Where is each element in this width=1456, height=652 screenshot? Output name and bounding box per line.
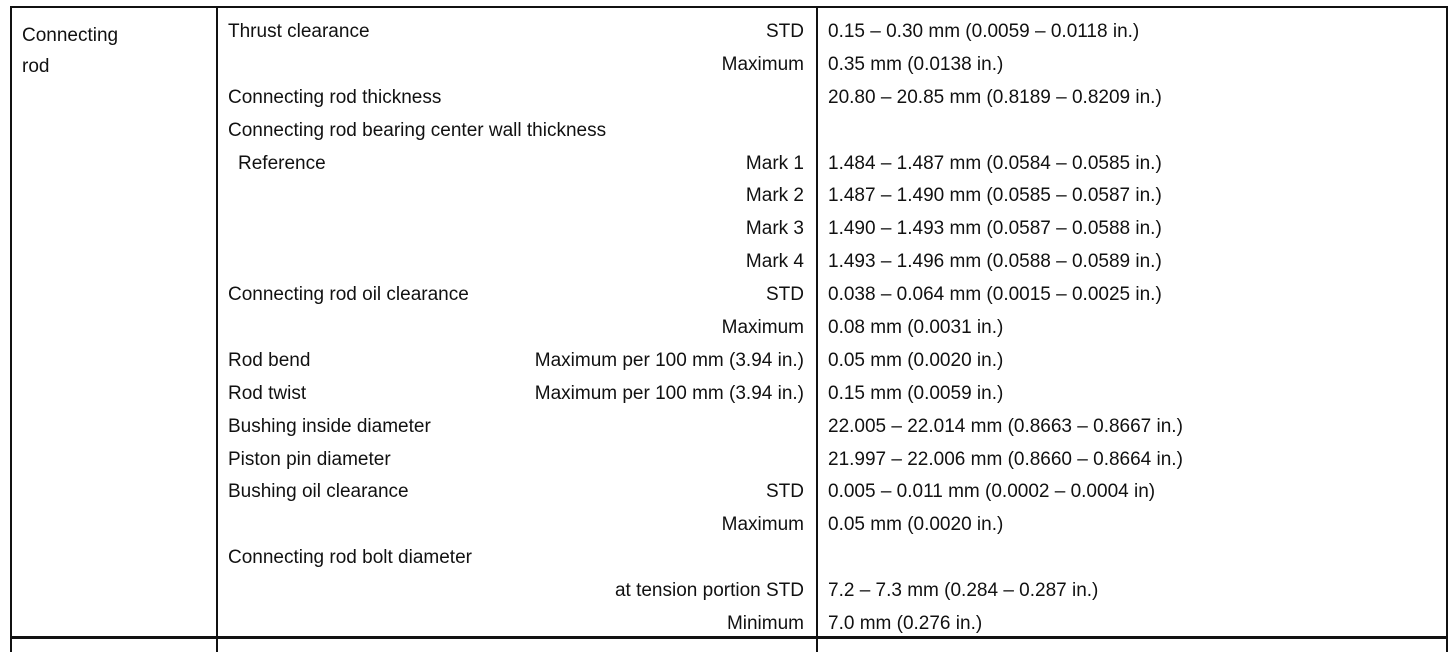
row-value: 0.05 mm (0.0020 in.) (828, 514, 1004, 536)
row-value: 0.005 – 0.011 mm (0.0002 – 0.0004 in) (828, 481, 1156, 503)
row-value: 0.15 – 0.30 mm (0.0059 – 0.0118 in.) (828, 21, 1140, 42)
row-label: Bushing inside diameter (228, 415, 431, 437)
table-row (218, 49, 1446, 82)
row-condition: Minimum (726, 613, 804, 635)
table-row (218, 312, 1446, 345)
table-row (218, 148, 1446, 181)
table-row (218, 180, 1446, 213)
row-value: 0.35 mm (0.0138 in.) (828, 53, 1004, 75)
row-label: Rod twist (228, 382, 307, 404)
row-label: Connecting rod bolt diameter (228, 547, 472, 569)
table-row (218, 345, 1446, 378)
table-row (218, 213, 1446, 246)
row-condition: STD (766, 481, 804, 503)
row-condition: Maximum per 100 mm (3.94 in.) (534, 382, 804, 404)
row-condition: Mark 4 (745, 251, 804, 273)
row-condition: Mark 3 (745, 218, 804, 240)
row-value: 7.2 – 7.3 mm (0.284 – 0.287 in.) (828, 580, 1099, 602)
table-row (218, 608, 1446, 641)
table-row (218, 411, 1446, 444)
spec-rows (218, 16, 1446, 641)
row-value: 0.15 mm (0.0059 in.) (828, 382, 1004, 404)
row-value: 20.80 – 20.85 mm (0.8189 – 0.8209 in.) (828, 86, 1162, 108)
table-row (218, 246, 1446, 279)
row-condition: Maximum (721, 514, 804, 536)
table-row (218, 575, 1446, 608)
row-label: Connecting rod oil clearance (228, 284, 469, 306)
row-value: 1.493 – 1.496 mm (0.0588 – 0.0589 in.) (828, 251, 1162, 273)
table-row (218, 509, 1446, 542)
table-top-border (10, 6, 1448, 8)
table-right-border (1446, 6, 1448, 652)
row-value: 1.487 – 1.490 mm (0.0585 – 0.0587 in.) (828, 185, 1162, 207)
row-condition: Maximum (721, 317, 804, 339)
row-condition: STD (766, 284, 804, 306)
row-condition: Maximum per 100 mm (3.94 in.) (534, 349, 804, 371)
row-label: Piston pin diameter (228, 448, 391, 470)
row-condition: Mark 1 (745, 152, 804, 174)
table-row (218, 16, 1446, 49)
table-row (218, 476, 1446, 509)
row-condition: Maximum (721, 53, 804, 75)
row-value: 0.05 mm (0.0020 in.) (828, 349, 1004, 371)
row-value: 0.038 – 0.064 mm (0.0015 – 0.0025 in.) (828, 284, 1162, 306)
section-title: Connecting rod (22, 25, 119, 77)
row-value: 7.0 mm (0.276 in.) (828, 613, 983, 635)
row-value: 0.08 mm (0.0031 in.) (828, 317, 1004, 339)
row-value: 1.490 – 1.493 mm (0.0587 – 0.0588 in.) (828, 218, 1162, 240)
row-condition: Mark 2 (745, 185, 804, 207)
table-row (218, 378, 1446, 411)
row-value: 1.484 – 1.487 mm (0.0584 – 0.0585 in.) (828, 152, 1162, 174)
row-label: Bushing oil clearance (228, 481, 409, 503)
table-row (218, 279, 1446, 312)
row-label: Thrust clearance (228, 21, 370, 42)
row-value: 22.005 – 22.014 mm (0.8663 – 0.8667 in.) (828, 415, 1183, 437)
table-row (218, 82, 1446, 115)
row-value: 21.997 – 22.006 mm (0.8660 – 0.8664 in.) (828, 448, 1183, 470)
table-left-border (10, 6, 12, 652)
row-condition: STD (766, 21, 804, 42)
table-row (218, 115, 1446, 148)
row-condition: at tension portion STD (614, 580, 804, 602)
table-row (218, 542, 1446, 575)
row-label: Rod bend (228, 349, 311, 371)
row-label: Connecting rod thickness (228, 86, 442, 108)
row-label: Connecting rod bearing center wall thickness (228, 119, 607, 141)
table-row (218, 444, 1446, 477)
row-label: Reference (238, 152, 326, 174)
